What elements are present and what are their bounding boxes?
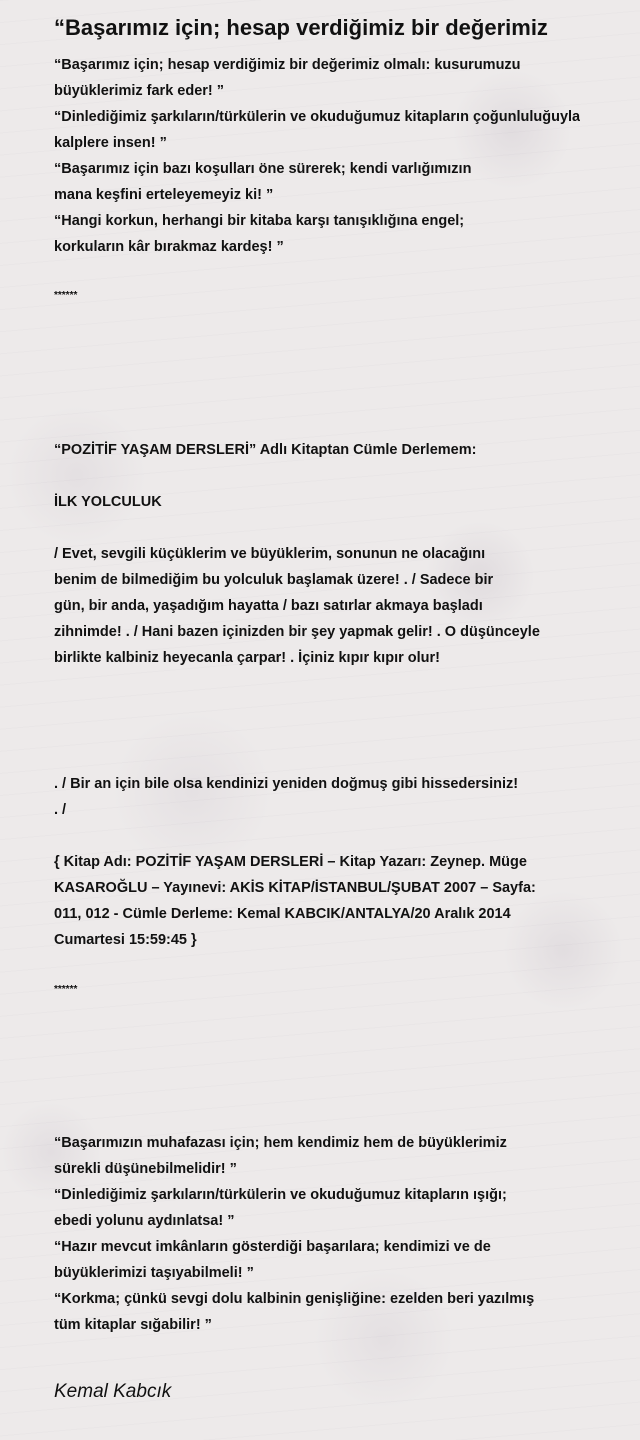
text-line: korkuların kâr bırakmaz kardeş! ” [54, 239, 284, 255]
text-line: . / [54, 802, 67, 818]
text-line: “Başarımız için bazı koşulları öne sürerek; kendi varlığımızın [54, 161, 472, 177]
text-line: “Dinlediğimiz şarkıların/türkülerin ve okuduğumuz kitapların çoğunluluğuyla [54, 109, 581, 125]
book-excerpt-continued [54, 771, 518, 823]
text-line: “Hangi korkun, herhangi bir kitaba karşı tanışıklığına engel; [54, 213, 465, 229]
book-citation [54, 849, 536, 953]
text-line: Cumartesi 15:59:45 } [54, 932, 197, 948]
author-signature: Kemal Kabcık [54, 1381, 172, 1402]
text-line: tüm kitaplar sığabilir! ” [54, 1317, 212, 1333]
text-line: sürekli düşünebilmelidir! ” [54, 1161, 237, 1177]
text-line: benim de bilmediğim bu yolculuk başlamak üzere! . / Sadece bir [54, 572, 494, 588]
text-line: / Evet, sevgili küçüklerim ve büyüklerim, sonunun ne olacağını [54, 546, 486, 562]
poem-stanza-2 [54, 1130, 534, 1338]
text-line: { Kitap Adı: POZİTİF YAŞAM DERSLERİ – Kitap Yazarı: Zeynep. Müge [54, 854, 527, 870]
text-line: gün, bir anda, yaşadığım hayatta / bazı satırlar akmaya başladı [54, 598, 483, 614]
text-line: “Hazır mevcut imkânların gösterdiği başarılara; kendimizi ve de [54, 1239, 491, 1255]
poem-stanza-1 [54, 52, 580, 260]
text-line: KASAROĞLU – Yayınevi: AKİS KİTAP/İSTANBUL/ŞUBAT 2007 – Sayfa: [54, 880, 536, 896]
text-line: büyüklerimizi taşıyabilmeli! ” [54, 1265, 254, 1281]
book-heading: “POZİTİF YAŞAM DERSLERİ” Adlı Kitaptan Cümle Derlemem: [54, 442, 477, 458]
text-line: . / Bir an için bile olsa kendinizi yeniden doğmuş gibi hissedersiniz! [54, 776, 519, 792]
text-line: kalplere insen! ” [54, 135, 167, 151]
separator: ****** [54, 290, 78, 301]
text-line: “Başarımız için; hesap verdiğimiz bir değerimiz olmalı: kusurumuzu [54, 57, 521, 73]
text-line: 011, 012 - Cümle Derleme: Kemal KABCIK/ANTALYA/20 Aralık 2014 [54, 906, 511, 922]
text-line: “Korkma; çünkü sevgi dolu kalbinin genişliğine: ezelden beri yazılmış [54, 1291, 535, 1307]
text-line: mana keşfini erteleyemeyiz ki! ” [54, 187, 274, 203]
text-line: “Dinlediğimiz şarkıların/türkülerin ve okuduğumuz kitapların ışığı; [54, 1187, 507, 1203]
text-line: zihnimde! . / Hani bazen içinizden bir şey yapmak gelir! . O düşünceyle [54, 624, 540, 640]
page-title: “Başarımız için; hesap verdiğimiz bir değerimiz [54, 15, 548, 40]
text-line: birlikte kalbiniz heyecanla çarpar! . İçiniz kıpır kıpır olur! [54, 650, 440, 666]
book-excerpt [54, 541, 540, 671]
chapter-title: İLK YOLCULUK [54, 494, 162, 510]
text-line: büyüklerimiz fark eder! ” [54, 83, 225, 99]
text-line: “Başarımızın muhafazası için; hem kendimiz hem de büyüklerimiz [54, 1135, 507, 1151]
text-line: ebedi yolunu aydınlatsa! ” [54, 1213, 235, 1229]
separator: ****** [54, 984, 78, 995]
